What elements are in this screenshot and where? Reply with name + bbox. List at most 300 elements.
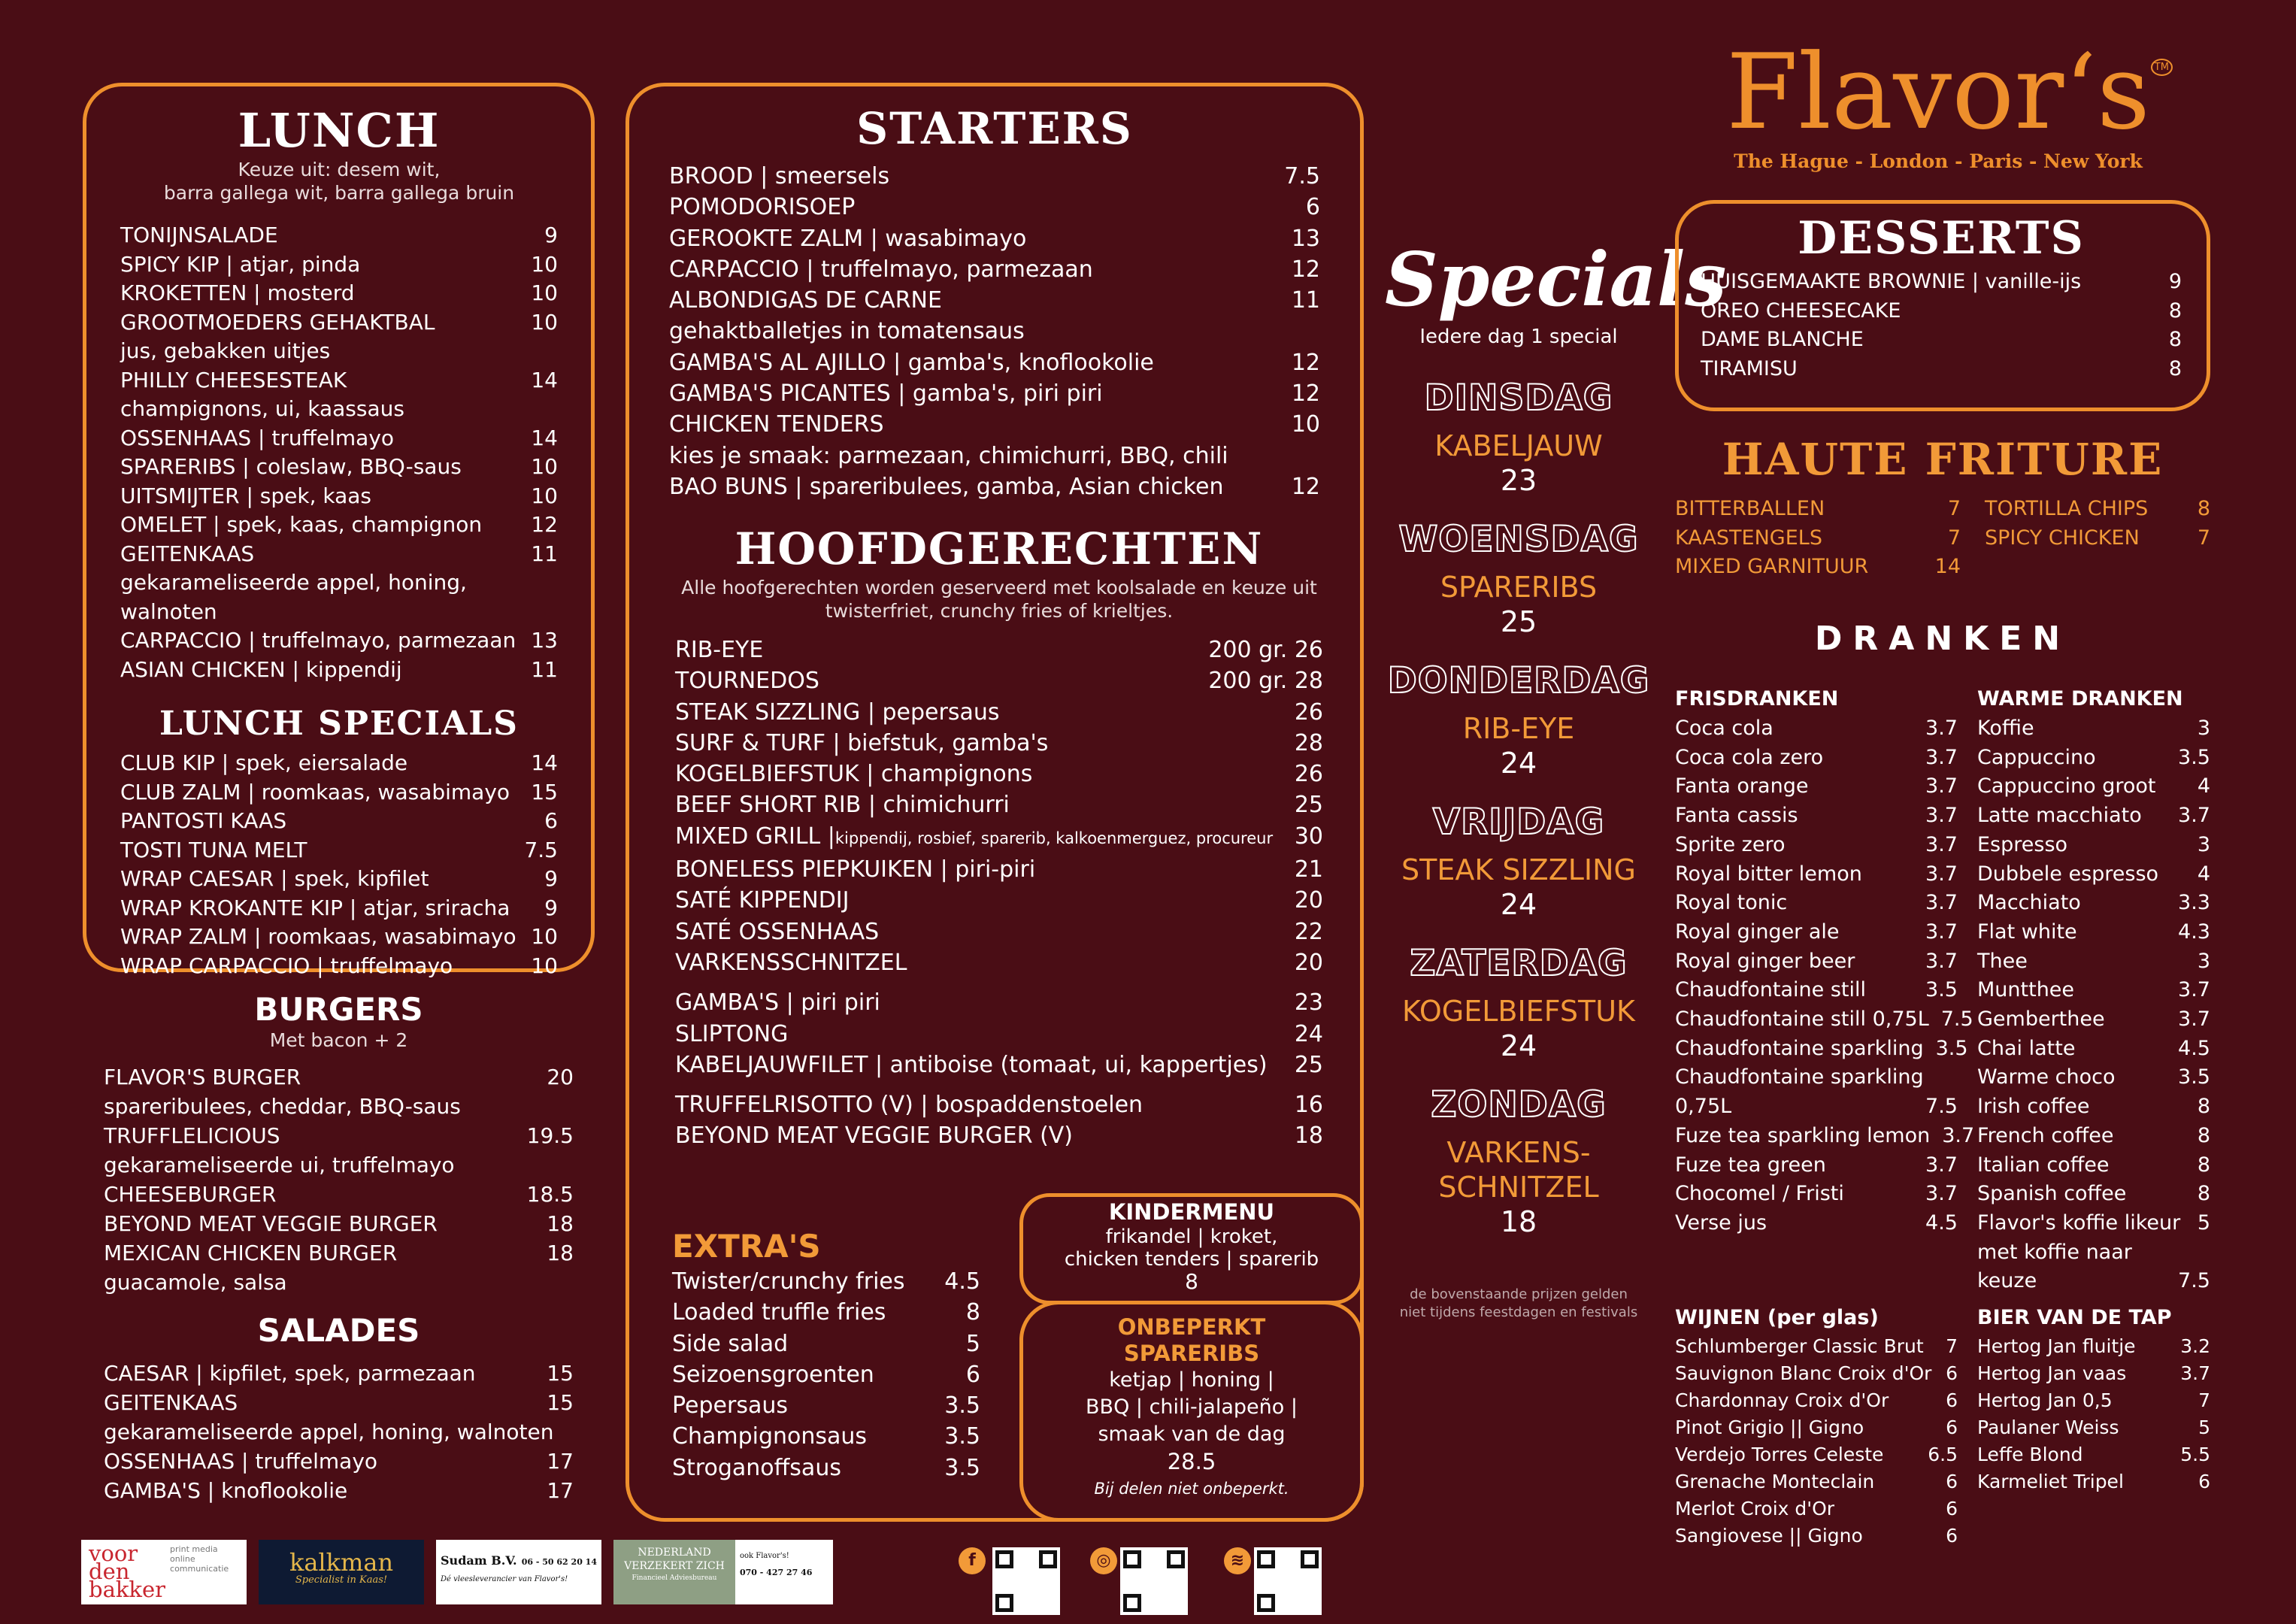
menu-item xyxy=(120,656,558,685)
item-price: 5.5 xyxy=(2180,1444,2210,1465)
menu-item xyxy=(1675,495,1961,524)
menu-item xyxy=(1675,1122,1975,1151)
menu-item xyxy=(120,250,558,280)
menu-item xyxy=(1675,1414,1958,1441)
item-name: WRAP CAESAR | spek, kipfilet xyxy=(120,866,429,891)
item-name: Schlumberger Classic Brut xyxy=(1675,1335,1924,1357)
item-price: 3.5 xyxy=(2178,745,2210,769)
special-day-name: DONDERDAG xyxy=(1387,660,1650,701)
item-name: Koffie xyxy=(1977,717,2034,740)
item-name: Thee xyxy=(1977,949,2028,973)
item-name: BONELESS PIEPKUIKEN | piri-piri xyxy=(675,856,1036,883)
item-price: 3.7 xyxy=(2178,804,2210,828)
item-name: BEYOND MEAT VEGGIE BURGER (V) xyxy=(675,1123,1074,1150)
item-price: 23 xyxy=(1294,989,1323,1017)
hoofdgerechten-subtitle-2: twisterfriet, crunchy fries of krieltjes. xyxy=(825,600,1174,622)
item-price: 200 gr. 26 xyxy=(1208,637,1323,663)
item-price: 9 xyxy=(544,223,558,247)
menu-item xyxy=(1701,268,2182,297)
item-name: GAMBA'S AL AJILLO | gamba's, knoflookolie xyxy=(669,349,1154,376)
item-name: Espresso xyxy=(1977,832,2068,856)
menu-item xyxy=(669,223,1320,254)
menu-item xyxy=(1675,1468,1958,1495)
bier-section xyxy=(1977,1303,2210,1495)
item-name: Pepersaus xyxy=(672,1392,788,1419)
item-price: 3.7 xyxy=(1925,891,1958,915)
frisdranken-title: FRISDRANKEN xyxy=(1675,687,1839,710)
item-name: Cappuccino xyxy=(1977,745,2096,769)
item-name: Macchiato xyxy=(1977,891,2081,915)
menu-item xyxy=(675,917,1323,947)
item-price: 18 xyxy=(547,1211,574,1236)
item-name: OSSENHAAS | truffelmayo xyxy=(104,1449,378,1474)
item-name: PHILLY CHEESESTEAK xyxy=(120,367,347,392)
menu-item xyxy=(675,1050,1323,1080)
menu-item xyxy=(1977,1238,2210,1268)
mains-group-2 xyxy=(675,987,1323,1080)
item-price: 3 xyxy=(2197,832,2210,856)
item-name: Coca cola zero xyxy=(1675,745,1824,769)
item-price: 8 xyxy=(2197,1123,2210,1147)
item-note: gekarameliseerde appel, honing, walnoten xyxy=(120,570,467,624)
nederland-l3: Financieel Adviesbureau xyxy=(632,1574,717,1582)
starters-list xyxy=(669,161,1320,502)
item-price: 3.7 xyxy=(1925,745,1958,769)
item-name: TRUFFELRISOTTO (V) | bospaddenstoelen xyxy=(675,1092,1143,1119)
menu-item xyxy=(1977,1333,2210,1360)
item-price: 6.5 xyxy=(1928,1444,1958,1465)
special-price: 25 xyxy=(1500,605,1537,638)
special-day xyxy=(1385,660,1652,780)
item-name: Sauvignon Blanc Croix d'Or xyxy=(1675,1362,1932,1384)
item-price: 19.5 xyxy=(526,1123,574,1148)
item-price: 25 xyxy=(1294,1051,1323,1078)
menu-item xyxy=(104,1209,574,1238)
item-price: 6 xyxy=(1946,1416,1958,1438)
extras-title: EXTRA'S xyxy=(672,1228,821,1265)
menu-item xyxy=(120,952,558,981)
menu-item xyxy=(1675,947,1958,977)
menu-item xyxy=(1675,1209,1958,1238)
item-price: 17 xyxy=(547,1449,574,1474)
menu-item xyxy=(120,366,558,395)
item-name: ALBONDIGAS DE CARNE xyxy=(669,287,942,314)
item-price: 10 xyxy=(531,280,558,305)
menu-item xyxy=(675,697,1323,728)
onbeperkt-title-2: SPARERIBS xyxy=(1123,1341,1260,1366)
item-name: SATÉ KIPPENDIJ xyxy=(675,887,850,914)
kindermenu-price: 8 xyxy=(1185,1269,1198,1294)
menu-item xyxy=(120,865,558,894)
item-price: 21 xyxy=(1294,856,1323,883)
item-name: PANTOSTI KAAS xyxy=(120,808,287,833)
menu-item xyxy=(675,728,1323,759)
item-price: 8 xyxy=(2197,1153,2210,1177)
menu-item xyxy=(120,540,558,569)
menu-item xyxy=(1675,918,1958,947)
menu-item xyxy=(120,749,558,778)
item-name: SPARERIBS | coleslaw, BBQ-saus xyxy=(120,454,462,479)
item-price: 13 xyxy=(531,628,558,653)
item-price: 18.5 xyxy=(526,1182,574,1207)
item-name: Twister/crunchy fries xyxy=(672,1268,905,1295)
facebook-qr[interactable] xyxy=(992,1547,1060,1615)
menu-item xyxy=(669,409,1320,440)
sponsor-kalkman xyxy=(259,1540,424,1604)
item-price: 3 xyxy=(2197,717,2210,740)
lunch-specials-list xyxy=(120,749,558,980)
item-name: Loaded truffle fries xyxy=(672,1299,886,1326)
item-name: Leffe Blond xyxy=(1977,1444,2083,1465)
menu-item xyxy=(675,987,1323,1018)
hoofdgerechten-title: HOOFDGERECHTEN xyxy=(735,523,1264,574)
menu-item xyxy=(104,1388,574,1417)
item-price: 10 xyxy=(531,251,558,277)
item-price: 8 xyxy=(2168,356,2182,380)
burgers-list xyxy=(104,1062,574,1297)
item-name: CHEESEBURGER xyxy=(104,1182,277,1207)
item-name: Chaudfontaine still xyxy=(1675,978,1866,1002)
special-day xyxy=(1385,519,1652,639)
sponsor-nederland xyxy=(613,1540,833,1604)
instagram-qr[interactable] xyxy=(1120,1547,1188,1615)
item-price: 8 xyxy=(965,1299,980,1326)
item-name: BROOD | smeersels xyxy=(669,163,890,189)
item-price: 5 xyxy=(2198,1416,2210,1438)
menu-item xyxy=(1977,1151,2210,1180)
menu-item xyxy=(669,347,1320,378)
item-price: 9 xyxy=(544,895,558,920)
item-name: Stroganoffsaus xyxy=(672,1454,841,1481)
menu-item xyxy=(1675,714,1958,744)
item-name: CLUB ZALM | roomkaas, wasabimayo xyxy=(120,779,510,804)
item-name: Verdejo Torres Celeste xyxy=(1675,1444,1884,1465)
item-name: BEEF SHORT RIB | chimichurri xyxy=(675,792,1010,819)
special-day-name: ZONDAG xyxy=(1431,1084,1607,1126)
specials-days xyxy=(1385,377,1652,1239)
menu-item xyxy=(104,1238,574,1268)
menu-item xyxy=(1977,1063,2210,1092)
menu-item xyxy=(120,778,558,807)
specials-subtitle: Iedere dag 1 special xyxy=(1419,326,1618,348)
item-price: 6 xyxy=(544,808,558,833)
menu-item xyxy=(1977,1122,2210,1151)
nederland-l1: NEDERLAND xyxy=(638,1547,711,1559)
item-name: Cappuccino groot xyxy=(1977,774,2156,798)
item-price: 10 xyxy=(531,953,558,978)
item-name: Fanta orange xyxy=(1675,774,1809,798)
item-name: MIXED GRILL | xyxy=(675,823,835,850)
item-name: Irish coffee xyxy=(1977,1095,2090,1119)
onbeperkt-line-2: BBQ | chili-jalapeño | xyxy=(1086,1395,1298,1419)
item-price: 3.7 xyxy=(1925,717,1958,740)
special-day xyxy=(1385,801,1652,922)
haute-friture-section xyxy=(1675,427,2210,582)
salades-title: SALADES xyxy=(257,1312,420,1349)
menu-item xyxy=(120,424,558,453)
special-day xyxy=(1385,1084,1652,1239)
lunch-subtitle-2: barra gallega wit, barra gallega bruin xyxy=(163,182,515,204)
menu-item xyxy=(1977,976,2210,1005)
item-name: Royal bitter lemon xyxy=(1675,862,1862,886)
menu-item xyxy=(120,923,558,952)
item-name: TOURNEDOS xyxy=(675,668,819,695)
item-price: 3.7 xyxy=(1925,1182,1958,1206)
salades-list xyxy=(104,1359,574,1505)
special-price: 23 xyxy=(1500,464,1537,497)
specials-disclaimer-1: de bovenstaande prijzen gelden xyxy=(1410,1286,1628,1302)
specials-disclaimer-2: niet tijdens feestdagen en festivals xyxy=(1399,1304,1638,1320)
item-note: champignons, ui, kaassaus xyxy=(120,396,404,421)
menu-item xyxy=(1675,524,1961,553)
item-name: GEITENKAAS xyxy=(104,1390,238,1415)
hoofdgerechten-subtitle-1: Alle hoofgerechten worden geserveerd met koolsalade en keuze uit xyxy=(681,577,1317,598)
item-price: 4.5 xyxy=(1925,1210,1958,1235)
lunch-specials-title: LUNCH SPECIALS xyxy=(159,704,519,743)
menu-item xyxy=(1675,889,1958,918)
item-detail: kippendij, rosbief, sparerib, kalkoenmerguez, procureur xyxy=(834,829,1274,847)
item-name: KAASTENGELS xyxy=(1675,526,1822,550)
menu-item xyxy=(1977,918,2210,947)
item-name: KOGELBIEFSTUK | champignons xyxy=(675,761,1033,788)
item-note: guacamole, salsa xyxy=(104,1270,287,1295)
menu-item xyxy=(104,1359,574,1388)
item-price: 15 xyxy=(547,1361,574,1386)
menu-item xyxy=(675,854,1323,885)
hoofdgerechten-section xyxy=(675,522,1323,1152)
item-name: Muntthee xyxy=(1977,978,2075,1002)
item-name: CARPACCIO | truffelmayo, parmezaan xyxy=(120,628,516,653)
menu-item xyxy=(1977,1468,2210,1495)
menu-item xyxy=(1977,772,2210,801)
menu-item xyxy=(120,807,558,836)
item-price: 13 xyxy=(1291,225,1320,252)
special-day-name: ZATERDAG xyxy=(1410,943,1628,984)
item-price: 20 xyxy=(1294,887,1323,914)
dranken-title: DRANKEN xyxy=(1814,620,2071,658)
item-price: 3.7 xyxy=(2180,1362,2210,1384)
item-price: 200 gr. 28 xyxy=(1208,668,1323,695)
starters-section xyxy=(669,104,1320,502)
item-name: Grenache Monteclain xyxy=(1675,1471,1875,1492)
item-price: 18 xyxy=(547,1241,574,1265)
item-name: Hertog Jan fluitje xyxy=(1977,1335,2136,1357)
item-price: 4 xyxy=(2197,862,2210,886)
item-name: Italian coffee xyxy=(1977,1153,2110,1177)
item-price: 7.5 xyxy=(524,837,558,862)
item-name: Chaudfontaine sparkling xyxy=(1675,1065,1924,1089)
item-price: 6 xyxy=(965,1361,980,1388)
menu-item xyxy=(104,1062,574,1092)
item-price: 4.5 xyxy=(2178,1036,2210,1060)
menu-item xyxy=(1985,524,2210,553)
mains-group-1 xyxy=(675,635,1323,978)
item-price: 10 xyxy=(531,924,558,949)
menu-item xyxy=(1675,976,1958,1005)
menu-item xyxy=(675,789,1323,820)
item-name: BEYOND MEAT VEGGIE BURGER xyxy=(104,1211,438,1236)
item-price: 3.7 xyxy=(2178,978,2210,1002)
lunch-title: LUNCH xyxy=(238,103,441,158)
item-price: 8 xyxy=(2197,1095,2210,1119)
menu-item xyxy=(1675,1151,1958,1180)
item-note: gekarameliseerde appel, honing, walnoten xyxy=(104,1419,554,1444)
menu-item xyxy=(120,453,558,482)
item-name: Latte macchiato xyxy=(1977,804,2142,828)
item-name: Warme choco xyxy=(1977,1065,2116,1089)
item-name: SATÉ OSSENHAAS xyxy=(675,918,880,945)
menu-item xyxy=(104,1121,574,1150)
menu-item xyxy=(669,192,1320,223)
special-day-name: VRIJDAG xyxy=(1432,801,1605,843)
item-price: 6 xyxy=(2198,1471,2210,1492)
wijnen-list xyxy=(1675,1333,1958,1550)
facebook-icon[interactable]: f xyxy=(959,1547,986,1574)
item-price: 15 xyxy=(531,779,558,804)
item-name: keuze xyxy=(1977,1269,2037,1293)
onbeperkt-price: 28.5 xyxy=(1167,1449,1216,1474)
menu-item xyxy=(1701,355,2182,384)
warme-dranken-list xyxy=(1977,714,2210,1296)
sudam-name: Sudam B.V. xyxy=(441,1553,517,1568)
menu-item xyxy=(1675,1180,1958,1209)
menu-item xyxy=(1977,1360,2210,1387)
item-price: 3.7 xyxy=(1925,920,1958,944)
item-name: Flat white xyxy=(1977,920,2077,944)
brand-tm: TM xyxy=(2151,59,2173,76)
item-name: CARPACCIO | truffelmayo, parmezaan xyxy=(669,256,1093,283)
menu-item xyxy=(1675,1092,1958,1122)
item-name: Chocomel / Fristi xyxy=(1675,1182,1844,1206)
item-name: CLUB KIP | spek, eiersalade xyxy=(120,750,408,775)
onbeperkt-line-3: smaak van de dag xyxy=(1098,1423,1286,1446)
item-name: Dubbele espresso xyxy=(1977,862,2159,886)
item-price: 14 xyxy=(531,425,558,450)
item-price: 11 xyxy=(531,656,558,682)
item-price: 25 xyxy=(1294,792,1323,819)
item-name: GEROOKTE ZALM | wasabimayo xyxy=(669,225,1027,252)
item-name: ASIAN CHICKEN | kippendij xyxy=(120,656,402,682)
sudam-phone: 06 - 50 62 20 14 xyxy=(521,1557,597,1567)
item-name: Chaudfontaine still 0,75L xyxy=(1675,1007,1929,1032)
burgers-section xyxy=(104,991,574,1505)
menu-item xyxy=(1977,1267,2210,1296)
menu-item xyxy=(1977,801,2210,831)
menu-item xyxy=(1977,1035,2210,1064)
menu-item xyxy=(675,759,1323,789)
menu-item xyxy=(672,1297,980,1328)
menu-item xyxy=(1977,1441,2210,1468)
extras-list xyxy=(672,1266,980,1483)
nederland-side: ook Flavor's! xyxy=(740,1552,789,1560)
item-note: spareribulees, cheddar, BBQ-saus xyxy=(104,1094,461,1119)
item-name: FLAVOR'S BURGER xyxy=(104,1065,301,1089)
item-price: 30 xyxy=(1294,823,1323,850)
onbeperkt-footnote: Bij delen niet onbeperkt. xyxy=(1094,1480,1289,1498)
item-price: 11 xyxy=(1291,287,1320,314)
den-text: den xyxy=(89,1559,130,1584)
item-price: 3.5 xyxy=(1925,978,1958,1002)
wifi-qr[interactable] xyxy=(1254,1547,1322,1615)
item-price: 3.7 xyxy=(1925,804,1958,828)
menu-item xyxy=(675,665,1323,696)
item-name: Side salad xyxy=(672,1330,789,1357)
bier-title: BIER VAN DE TAP xyxy=(1977,1306,2172,1329)
bakker-text: bakker xyxy=(89,1577,166,1602)
item-name: TRUFFLELICIOUS xyxy=(104,1123,280,1148)
menu-item xyxy=(1977,1209,2210,1238)
wijnen-title: WIJNEN (per glas) xyxy=(1675,1306,1879,1329)
item-name: Karmeliet Tripel xyxy=(1977,1471,2124,1492)
item-price: 16 xyxy=(1294,1092,1323,1119)
item-price: 3.7 xyxy=(1925,832,1958,856)
item-name: Seizoensgroenten xyxy=(672,1361,874,1388)
menu-item xyxy=(1977,1387,2210,1414)
menu-item xyxy=(675,947,1323,978)
item-name: WRAP ZALM | roomkaas, wasabimayo xyxy=(120,924,516,949)
menu-item xyxy=(675,885,1323,916)
item-price: 5 xyxy=(965,1330,980,1357)
specials-title: Specials xyxy=(1385,237,1727,323)
item-price: 12 xyxy=(1291,349,1320,376)
item-price: 3.7 xyxy=(1942,1123,1975,1147)
item-price: 3.7 xyxy=(2178,1007,2210,1032)
item-name: GROOTMOEDERS GEHAKTBAL xyxy=(120,309,435,335)
item-name: Royal tonic xyxy=(1675,891,1788,915)
menu-item xyxy=(1675,1387,1958,1414)
sponsor-voor-den-bakker xyxy=(81,1540,247,1604)
item-price: 12 xyxy=(1291,473,1320,500)
menu-item xyxy=(1675,831,1958,860)
menu-item xyxy=(672,1453,980,1483)
menu-item xyxy=(104,1476,574,1505)
haute-friture-right xyxy=(1985,495,2210,582)
item-price: 8 xyxy=(2197,497,2210,520)
item-price: 9 xyxy=(544,866,558,891)
item-price: 3.5 xyxy=(944,1392,980,1419)
lunch-section xyxy=(120,104,558,980)
item-name: WRAP CARPACCIO | truffelmayo xyxy=(120,953,453,978)
item-price: 8 xyxy=(2197,1182,2210,1206)
item-name: Hertog Jan vaas xyxy=(1977,1362,2127,1384)
item-name: OREO CHEESECAKE xyxy=(1701,298,1901,323)
instagram-icon[interactable]: ◎ xyxy=(1090,1547,1117,1574)
menu-item xyxy=(1977,1092,2210,1122)
item-price: 12 xyxy=(531,512,558,537)
wifi-icon[interactable]: ≋ xyxy=(1224,1547,1251,1574)
item-name: KROKETTEN | mosterd xyxy=(120,280,355,305)
item-price: 6 xyxy=(1946,1498,1958,1519)
item-price: 6 xyxy=(1305,194,1320,221)
item-price: 7 xyxy=(1947,497,1961,520)
item-price: 3.7 xyxy=(1925,1153,1958,1177)
menu-item xyxy=(120,482,558,511)
special-dish-line-2: SCHNITZEL xyxy=(1438,1171,1599,1204)
item-name: Flavor's koffie likeur xyxy=(1977,1210,2181,1235)
item-price: 3 xyxy=(2197,949,2210,973)
mains-group-3 xyxy=(675,1089,1323,1152)
item-price: 3.7 xyxy=(1925,862,1958,886)
menu-item xyxy=(120,279,558,308)
menu-item xyxy=(1977,1005,2210,1035)
item-name: VARKENSSCHNITZEL xyxy=(675,949,907,976)
item-price: 6 xyxy=(1946,1525,1958,1547)
menu-item xyxy=(669,378,1320,409)
item-name: GAMBA'S PICANTES | gamba's, piri piri xyxy=(669,380,1103,408)
item-note: kies je smaak: parmezaan, chimichurri, BBQ, chili xyxy=(669,442,1228,469)
item-price: 14 xyxy=(531,367,558,392)
item-name: CAESAR | kipfilet, spek, parmezaan xyxy=(104,1361,476,1386)
